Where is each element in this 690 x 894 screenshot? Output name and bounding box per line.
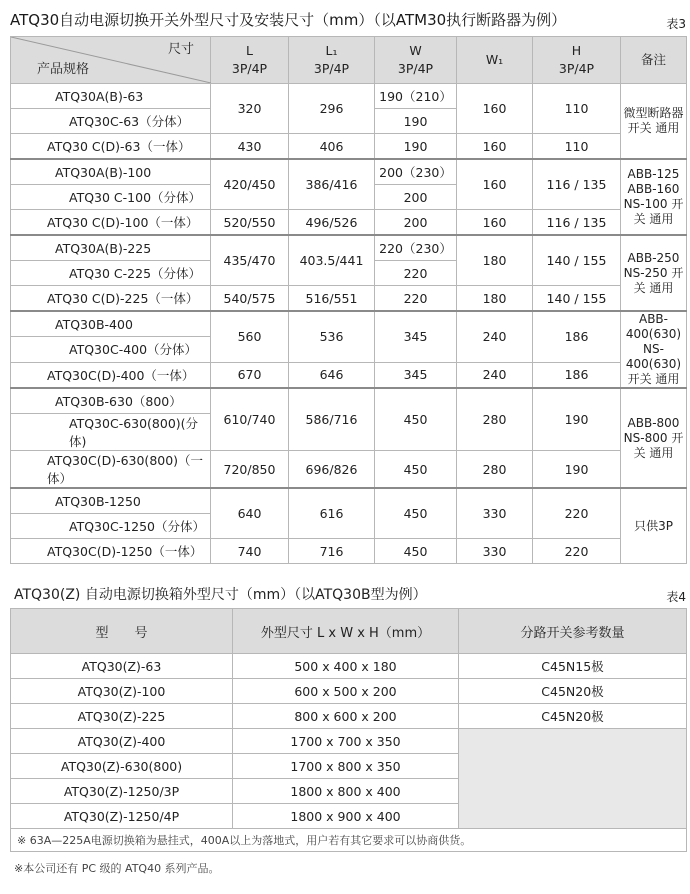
w-bottom-value: 200	[375, 184, 456, 209]
note-cell: ABB- 400(630) NS- 400(630) 开关 通用	[621, 311, 687, 388]
empty-cell	[459, 729, 687, 829]
bottom-note: ※本公司还有 PC 级的 ATQ40 系列产品。	[14, 862, 220, 875]
table4-header-size: 外型尺寸 L x W x H（mm）	[233, 609, 459, 654]
size-cell: 1700 x 800 x 350	[233, 754, 459, 779]
header-W-sub: 3P/4P	[397, 61, 434, 76]
dim-w-cell: 220	[375, 286, 457, 312]
dim-l-cell: 720/850	[211, 451, 289, 489]
dim-l-cell: 640	[211, 488, 289, 539]
table4-footnote: ※ 63A—225A电源切换箱为悬挂式，400A以上为落地式，用户若有其它要求可以协商供货。	[11, 829, 687, 852]
dim-w-cell	[375, 235, 457, 286]
model-cell: ATQ30B-400	[11, 311, 211, 337]
header-H-sub: 3P/4P	[558, 61, 595, 76]
model-cell: ATQ30(Z)-1250/3P	[11, 779, 233, 804]
table-row	[11, 679, 687, 704]
dim-w1-cell: 330	[457, 539, 533, 564]
size-cell: 500 x 400 x 180	[233, 654, 459, 679]
model-cell: ATQ30A(B)-225	[11, 235, 211, 261]
table-row	[11, 539, 687, 564]
dim-l-cell: 420/450	[211, 159, 289, 210]
model-cell: ATQ30 C(D)-225（一体）	[11, 286, 211, 312]
dim-w-cell: 200	[375, 210, 457, 236]
dim-l1-cell: 406	[289, 134, 375, 160]
table4-title	[14, 582, 686, 608]
dim-w-cell: 450	[375, 388, 457, 451]
header-L1-sub: 3P/4P	[313, 61, 350, 76]
model-cell: ATQ30B-630（800）	[11, 388, 211, 414]
dim-h-cell: 116 / 135	[533, 210, 621, 236]
header-W1-label: W₁	[485, 52, 504, 67]
dim-w1-cell: 160	[457, 210, 533, 236]
note-cell: ABB-800 NS-800 开关 通用	[621, 388, 687, 488]
model-cell: ATQ30(Z)-100	[11, 679, 233, 704]
model-cell: ATQ30C-400（分体）	[11, 337, 211, 362]
dim-h-cell: 190	[533, 388, 621, 451]
dimension-table-4	[10, 608, 687, 852]
table-row	[11, 84, 687, 109]
header-W-label: W	[409, 43, 422, 58]
dim-w1-cell: 160	[457, 134, 533, 160]
dim-w-cell: 450	[375, 451, 457, 489]
size-cell: 1800 x 900 x 400	[233, 804, 459, 829]
header-L-sub: 3P/4P	[231, 61, 268, 76]
header-W	[375, 37, 457, 84]
corner-top-label: 尺寸	[167, 42, 194, 57]
w-top-value: 200（230）	[379, 165, 452, 180]
header-note	[621, 37, 687, 84]
header-L-label: L	[246, 43, 253, 58]
dim-w-cell: 345	[375, 311, 457, 362]
corner-bottom-label: 产品规格	[37, 62, 90, 77]
dim-l-cell: 430	[211, 134, 289, 160]
dim-l1-cell: 646	[289, 362, 375, 388]
table4-header-model: 型 号	[11, 609, 233, 654]
dim-w-cell: 190	[375, 134, 457, 160]
model-cell: ATQ30A(B)-63	[11, 84, 211, 109]
table4-title-text: ATQ30(Z) 自动电源切换箱外型尺寸（mm）（以ATQ30B型为例）	[14, 587, 427, 603]
dim-h-cell: 140 / 155	[533, 235, 621, 286]
dim-w-cell	[375, 159, 457, 210]
table4-header-row	[11, 609, 687, 654]
w-bottom-value: 190	[375, 108, 456, 133]
dim-h-cell: 186	[533, 362, 621, 388]
table4-header-breakers: 分路开关参考数量	[459, 609, 687, 654]
dim-w1-cell: 280	[457, 451, 533, 489]
model-cell: ATQ30(Z)-63	[11, 654, 233, 679]
header-H	[533, 37, 621, 84]
model-cell: ATQ30A(B)-100	[11, 159, 211, 185]
dim-h-cell: 110	[533, 84, 621, 134]
model-cell: ATQ30(Z)-400	[11, 729, 233, 754]
dim-l1-cell: 386/416	[289, 159, 375, 210]
table-row	[11, 286, 687, 312]
dim-l-cell: 560	[211, 311, 289, 362]
dim-l1-cell: 516/551	[289, 286, 375, 312]
table-row	[11, 451, 687, 489]
table-row	[11, 235, 687, 261]
model-cell: ATQ30C(D)-630(800)（一体）	[11, 451, 211, 489]
dim-w1-cell: 160	[457, 159, 533, 210]
dim-h-cell: 220	[533, 488, 621, 539]
dim-l1-cell: 616	[289, 488, 375, 539]
breaker-cell: C45N20极	[459, 704, 687, 729]
dim-l-cell: 540/575	[211, 286, 289, 312]
table-row	[11, 134, 687, 160]
dim-h-cell: 190	[533, 451, 621, 489]
table4-footnote-row	[11, 829, 687, 852]
dim-l1-cell: 716	[289, 539, 375, 564]
note-cell: ABB-125 ABB-160 NS-100 开关 通用	[621, 159, 687, 235]
header-L1	[289, 37, 375, 84]
table3-corner-header	[11, 37, 211, 84]
model-cell: ATQ30C-1250（分体）	[11, 514, 211, 539]
dim-l-cell: 320	[211, 84, 289, 134]
table4-tag: 表4	[666, 590, 686, 604]
dim-h-cell: 116 / 135	[533, 159, 621, 210]
table3-body	[11, 84, 687, 564]
table4-body	[11, 654, 687, 852]
model-cell: ATQ30C-63（分体）	[11, 109, 211, 134]
model-cell: ATQ30(Z)-630(800)	[11, 754, 233, 779]
table-row	[11, 311, 687, 337]
dim-w-cell	[375, 84, 457, 134]
dim-w1-cell: 180	[457, 235, 533, 286]
model-cell: ATQ30 C(D)-63（一体）	[11, 134, 211, 160]
model-cell: ATQ30(Z)-225	[11, 704, 233, 729]
w-split	[375, 84, 456, 133]
model-cell: ATQ30C-630(800)(分体)	[11, 414, 211, 451]
table-row	[11, 388, 687, 414]
table3-header-row	[11, 37, 687, 84]
header-note-label: 备注	[640, 52, 666, 67]
dim-l1-cell: 403.5/441	[289, 235, 375, 286]
dim-l1-cell: 296	[289, 84, 375, 134]
dim-w1-cell: 280	[457, 388, 533, 451]
w-top-value: 190（210）	[379, 89, 452, 104]
breaker-cell: C45N20极	[459, 679, 687, 704]
w-top-value: 220（230）	[379, 241, 452, 256]
header-L1-label: L₁	[325, 43, 338, 58]
w-split	[375, 160, 456, 209]
dim-l-cell: 740	[211, 539, 289, 564]
dim-h-cell: 110	[533, 134, 621, 160]
dim-l1-cell: 696/826	[289, 451, 375, 489]
table3-title-text: ATQ30自动电源切换开关外型尺寸及安装尺寸（mm）（以ATM30执行断路器为例）	[10, 11, 567, 29]
table3-title	[10, 6, 686, 34]
dim-w1-cell: 240	[457, 362, 533, 388]
header-W1	[457, 37, 533, 84]
dim-w1-cell: 240	[457, 311, 533, 362]
size-cell: 600 x 500 x 200	[233, 679, 459, 704]
model-cell: ATQ30 C-100（分体）	[11, 185, 211, 210]
dim-h-cell: 186	[533, 311, 621, 362]
model-cell: ATQ30(Z)-1250/4P	[11, 804, 233, 829]
note-cell: 只供3P	[621, 488, 687, 564]
header-L	[211, 37, 289, 84]
dim-w-cell: 450	[375, 488, 457, 539]
table-row	[11, 654, 687, 679]
dim-h-cell: 140 / 155	[533, 286, 621, 312]
dim-w-cell: 450	[375, 539, 457, 564]
w-bottom-value: 220	[375, 260, 456, 285]
dim-l1-cell: 496/526	[289, 210, 375, 236]
dim-l-cell: 670	[211, 362, 289, 388]
dim-l-cell: 610/740	[211, 388, 289, 451]
model-cell: ATQ30C(D)-1250（一体）	[11, 539, 211, 564]
dim-h-cell: 220	[533, 539, 621, 564]
dim-w1-cell: 180	[457, 286, 533, 312]
table-row	[11, 488, 687, 514]
dim-w1-cell: 160	[457, 84, 533, 134]
table3-tag: 表3	[666, 17, 686, 31]
dim-w1-cell: 330	[457, 488, 533, 539]
model-cell: ATQ30C(D)-400（一体）	[11, 362, 211, 388]
size-cell: 800 x 600 x 200	[233, 704, 459, 729]
table-row	[11, 210, 687, 236]
dimension-table-3	[10, 36, 687, 564]
w-split	[375, 236, 456, 285]
table-row	[11, 362, 687, 388]
dim-l-cell: 435/470	[211, 235, 289, 286]
size-cell: 1800 x 800 x 400	[233, 779, 459, 804]
model-cell: ATQ30B-1250	[11, 488, 211, 514]
model-cell: ATQ30 C(D)-100（一体）	[11, 210, 211, 236]
dim-l1-cell: 586/716	[289, 388, 375, 451]
table-row	[11, 729, 687, 754]
model-cell: ATQ30 C-225（分体）	[11, 261, 211, 286]
header-H-label: H	[571, 43, 582, 58]
note-cell: ABB-250 NS-250 开关 通用	[621, 235, 687, 311]
note-cell: 微型断路器 开关 通用	[621, 84, 687, 160]
dim-l-cell: 520/550	[211, 210, 289, 236]
dim-w-cell: 345	[375, 362, 457, 388]
table-row	[11, 704, 687, 729]
breaker-cell: C45N15极	[459, 654, 687, 679]
dim-l1-cell: 536	[289, 311, 375, 362]
table-row	[11, 159, 687, 185]
size-cell: 1700 x 700 x 350	[233, 729, 459, 754]
